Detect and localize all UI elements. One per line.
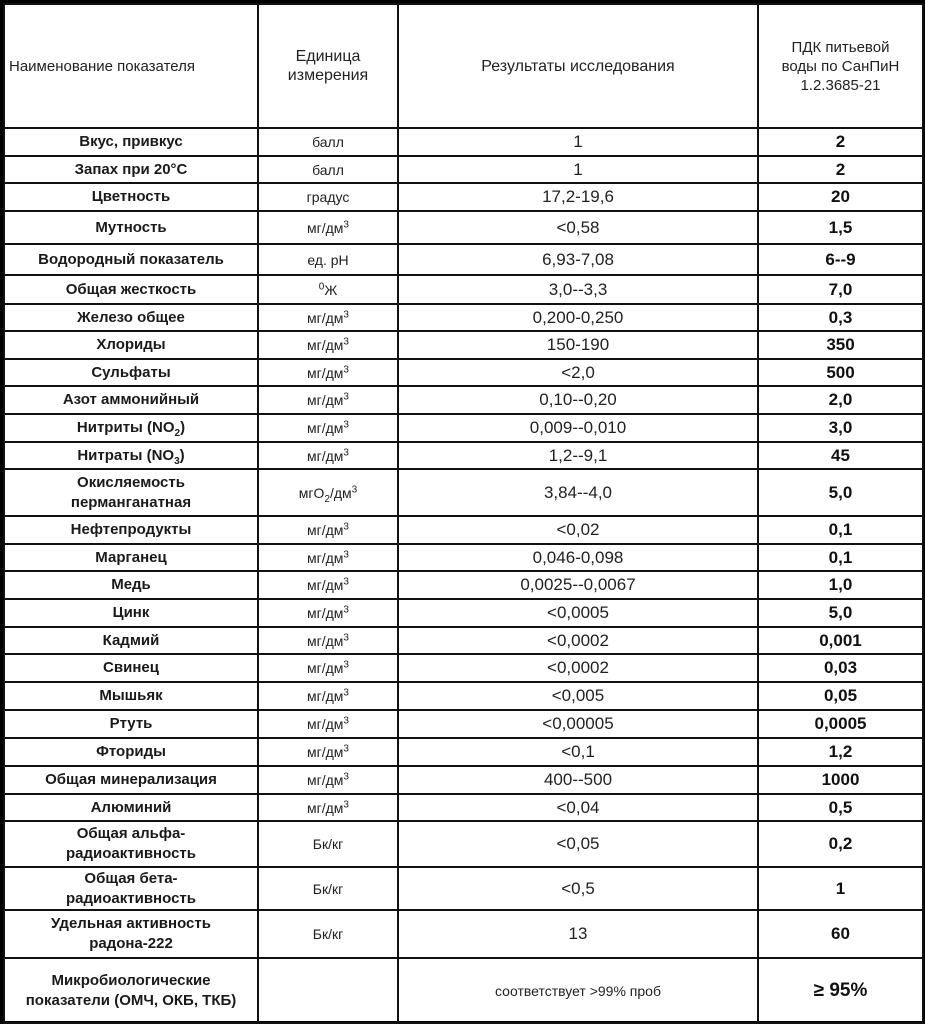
table-row [4, 442, 923, 469]
unit-cell: $мг/дм^3$ [258, 654, 398, 682]
unit-cell: балл [258, 156, 398, 183]
unit-cell: $^0$Ж [258, 275, 398, 304]
table-row [4, 183, 923, 211]
header-limit-line: ПДК питьевой [791, 38, 890, 56]
table-row [4, 738, 923, 766]
result-cell: <0,02 [398, 516, 758, 544]
limit-cell: 0,2 [758, 821, 923, 867]
table-row [4, 766, 923, 794]
table-row [4, 211, 923, 244]
indicator-name: Нефтепродукты [4, 516, 258, 544]
header-name: Наименование показателя [4, 4, 258, 128]
unit-cell: $мг/дм^3$ [258, 386, 398, 414]
water-quality-table [3, 3, 924, 1024]
limit-cell: 2,0 [758, 386, 923, 414]
indicator-name: Водородный показатель [4, 244, 258, 275]
indicator-name: Удельная активность радона-222 [4, 910, 258, 958]
table-row [4, 469, 923, 516]
result-cell: <0,05 [398, 821, 758, 867]
header-unit-line: измерения [287, 67, 369, 84]
table-row [4, 516, 923, 544]
header-limit-line: 1.2.3685-21 [800, 76, 881, 94]
limit-cell: 0,05 [758, 682, 923, 710]
table-row [4, 821, 923, 867]
result-cell: 13 [398, 910, 758, 958]
result-cell: <0,5 [398, 867, 758, 910]
indicator-name: Запах при 20°С [4, 156, 258, 183]
indicator-name: Нитриты $(NO_2)$ [4, 414, 258, 442]
table-row [4, 331, 923, 359]
table-row [4, 414, 923, 442]
limit-cell: 5,0 [758, 599, 923, 627]
limit-cell: 1,2 [758, 738, 923, 766]
table-row [4, 359, 923, 386]
limit-cell: 60 [758, 910, 923, 958]
unit-cell: $мг/дм^3$ [258, 682, 398, 710]
result-cell: 1 [398, 156, 758, 183]
limit-cell: 1 [758, 867, 923, 910]
limit-cell: 3,0 [758, 414, 923, 442]
result-cell: 6,93-7,08 [398, 244, 758, 275]
table-row [4, 304, 923, 331]
result-cell: 0,0025--0,0067 [398, 571, 758, 599]
result-cell: 400--500 [398, 766, 758, 794]
unit-cell: $мг/дм^3$ [258, 414, 398, 442]
unit-cell: $мг/дм^3$ [258, 571, 398, 599]
table-row [4, 958, 923, 1023]
result-cell: <2,0 [398, 359, 758, 386]
result-cell: 0,200-0,250 [398, 304, 758, 331]
table-row [4, 867, 923, 910]
table-row [4, 710, 923, 738]
indicator-name: Окисляемость перманганатная [4, 469, 258, 516]
table-row [4, 627, 923, 654]
indicator-name: Цветность [4, 183, 258, 211]
unit-cell: $мгО_2/дм^3$ [258, 469, 398, 516]
result-cell: <0,005 [398, 682, 758, 710]
limit-cell: 5,0 [758, 469, 923, 516]
header-results: Результаты исследования [398, 4, 758, 128]
result-cell: 0,009--0,010 [398, 414, 758, 442]
unit-cell: $мг/дм^3$ [258, 211, 398, 244]
indicator-name: Марганец [4, 544, 258, 571]
table-row [4, 544, 923, 571]
unit-cell: $мг/дм^3$ [258, 766, 398, 794]
result-cell: <0,0002 [398, 654, 758, 682]
limit-cell: 350 [758, 331, 923, 359]
limit-cell: 45 [758, 442, 923, 469]
indicator-name: Микробиологические показатели (ОМЧ, ОКБ, ТКБ) [4, 958, 258, 1023]
indicator-name: Сульфаты [4, 359, 258, 386]
limit-cell: 0,1 [758, 544, 923, 571]
table-row [4, 599, 923, 627]
unit-cell: градус [258, 183, 398, 211]
result-cell: 1,2--9,1 [398, 442, 758, 469]
unit-cell: $мг/дм^3$ [258, 304, 398, 331]
limit-cell: 2 [758, 156, 923, 183]
result-cell: 17,2-19,6 [398, 183, 758, 211]
result-cell: соответствует >99% проб [398, 958, 758, 1023]
limit-cell: ≥ 95% [758, 958, 923, 1023]
indicator-name: Кадмий [4, 627, 258, 654]
indicator-name: Медь [4, 571, 258, 599]
unit-cell [258, 958, 398, 1023]
unit-cell: Бк/кг [258, 867, 398, 910]
unit-cell: $мг/дм^3$ [258, 627, 398, 654]
unit-cell: $мг/дм^3$ [258, 738, 398, 766]
limit-cell: 1,0 [758, 571, 923, 599]
unit-cell: $мг/дм^3$ [258, 331, 398, 359]
table-row [4, 794, 923, 821]
table-row [4, 571, 923, 599]
table-row [4, 244, 923, 275]
limit-cell: 0,3 [758, 304, 923, 331]
unit-cell: $мг/дм^3$ [258, 599, 398, 627]
indicator-name: Фториды [4, 738, 258, 766]
limit-cell: 7,0 [758, 275, 923, 304]
indicator-name: Хлориды [4, 331, 258, 359]
indicator-name: Железо общее [4, 304, 258, 331]
result-cell: 0,046-0,098 [398, 544, 758, 571]
table-row [4, 128, 923, 156]
unit-cell: ед. рН [258, 244, 398, 275]
result-cell: 3,0--3,3 [398, 275, 758, 304]
table-row [4, 682, 923, 710]
result-cell: 1 [398, 128, 758, 156]
limit-cell: 2 [758, 128, 923, 156]
unit-cell: $мг/дм^3$ [258, 544, 398, 571]
indicator-name: Общая бета- радиоактивность [4, 867, 258, 910]
limit-cell: 6--9 [758, 244, 923, 275]
table-row [4, 386, 923, 414]
unit-cell: $мг/дм^3$ [258, 442, 398, 469]
result-cell: <0,0005 [398, 599, 758, 627]
table-header-row [4, 4, 923, 128]
unit-cell: $мг/дм^3$ [258, 359, 398, 386]
header-unit-line: Единица [295, 48, 361, 65]
indicator-name: Алюминий [4, 794, 258, 821]
result-cell: <0,58 [398, 211, 758, 244]
result-cell: <0,0002 [398, 627, 758, 654]
indicator-name: Цинк [4, 599, 258, 627]
indicator-name: Мутность [4, 211, 258, 244]
indicator-name: Вкус, привкус [4, 128, 258, 156]
table-row [4, 156, 923, 183]
limit-cell: 0,001 [758, 627, 923, 654]
limit-cell: 500 [758, 359, 923, 386]
table-row [4, 910, 923, 958]
result-cell: <0,00005 [398, 710, 758, 738]
header-limit [758, 4, 923, 128]
indicator-name: Общая минерализация [4, 766, 258, 794]
indicator-name: Нитраты $(NO_3)$ [4, 442, 258, 469]
table-row [4, 275, 923, 304]
limit-cell: 1,5 [758, 211, 923, 244]
result-cell: 150-190 [398, 331, 758, 359]
indicator-name: Ртуть [4, 710, 258, 738]
document-page [3, 3, 922, 1021]
unit-cell: $мг/дм^3$ [258, 794, 398, 821]
result-cell: <0,1 [398, 738, 758, 766]
header-limit-line: воды по СанПиН [781, 57, 900, 75]
limit-cell: 0,03 [758, 654, 923, 682]
limit-cell: 0,0005 [758, 710, 923, 738]
indicator-name: Общая альфа- радиоактивность [4, 821, 258, 867]
table-body [4, 128, 923, 1023]
limit-cell: 0,1 [758, 516, 923, 544]
limit-cell: 0,5 [758, 794, 923, 821]
limit-cell: 1000 [758, 766, 923, 794]
unit-cell: Бк/кг [258, 910, 398, 958]
indicator-name: Общая жесткость [4, 275, 258, 304]
result-cell: 3,84--4,0 [398, 469, 758, 516]
table-row [4, 654, 923, 682]
limit-cell: 20 [758, 183, 923, 211]
result-cell: 0,10--0,20 [398, 386, 758, 414]
header-unit [258, 4, 398, 128]
unit-cell: $мг/дм^3$ [258, 516, 398, 544]
indicator-name: Азот аммонийный [4, 386, 258, 414]
indicator-name: Свинец [4, 654, 258, 682]
indicator-name: Мышьяк [4, 682, 258, 710]
unit-cell: Бк/кг [258, 821, 398, 867]
unit-cell: $мг/дм^3$ [258, 710, 398, 738]
result-cell: <0,04 [398, 794, 758, 821]
unit-cell: балл [258, 128, 398, 156]
